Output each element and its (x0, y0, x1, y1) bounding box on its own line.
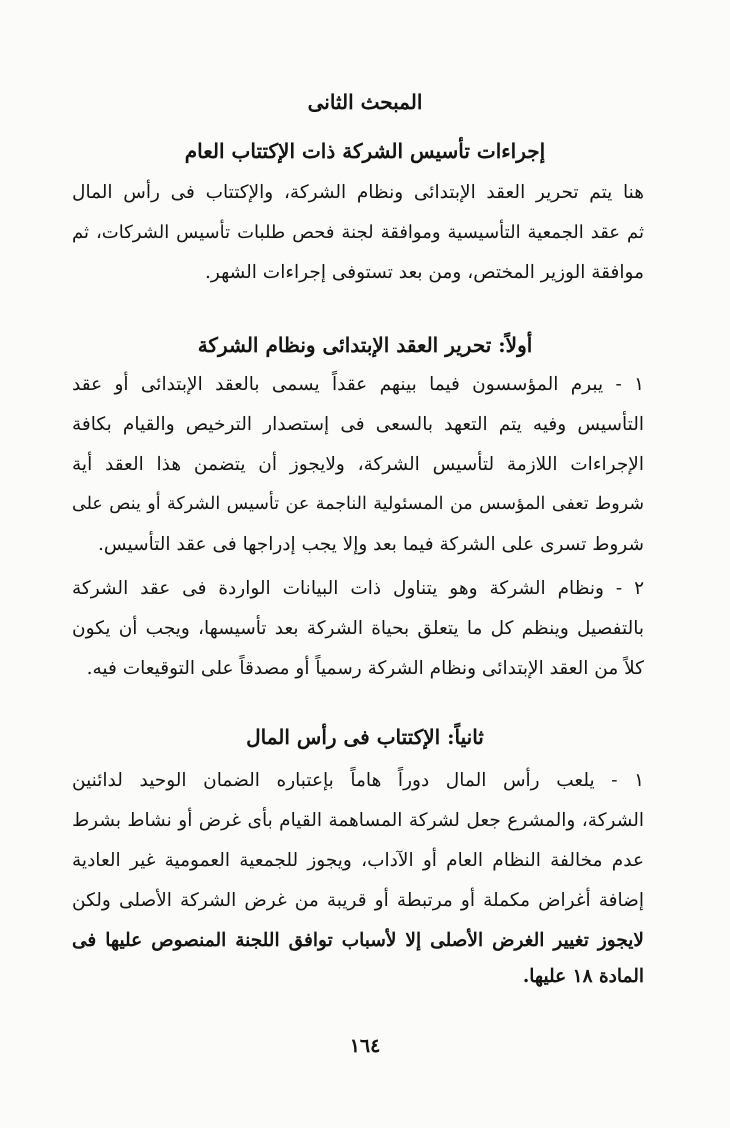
text-line: موافقة الوزير المختص، ومن بعد تستوفى إجراءات الشهر. (205, 262, 644, 283)
text-line: إضافة أغراض مكملة أو مرتبطة أو قريبة من غرض الشركة الأصلى ولكن (72, 890, 644, 911)
text-line: لايجوز تغيير الغرض الأصلى إلا لأسباب توافق اللجنة المنصوص عليها فى (72, 930, 644, 951)
text-line: ثم عقد الجمعية التأسيسية وموافقة لجنة فحص طلبات تأسيس الشركات، ثم (72, 222, 644, 243)
section-subtitle: إجراءات تأسيس الشركة ذات الإكتتاب العام (184, 139, 546, 163)
text-line: شروط تعفى المؤسس من المسئولية الناجمة عن تأسيس الشركة أو ينص على (72, 494, 644, 514)
text-line: المادة ١٨ عليها. (522, 966, 644, 987)
text-line: بالتفصيل وينظم كل ما يتعلق بحياة الشركة بعد تأسيسها، ويجب أن يكون (72, 618, 644, 639)
text-line: كلاً من العقد الإبتدائى ونظام الشركة رسمياً أو مصدقاً على التوقيعات فيه. (86, 658, 644, 679)
part-one-heading: أولاً: تحرير العقد الإبتدائى ونظام الشركة (197, 333, 533, 357)
text-line: التأسيس وفيه يتم التعهد بالسعى فى إستصدار الترخيص والقيام بكافة (72, 414, 644, 435)
text-line: ١ - يبرم المؤسسون فيما بينهم عقداً يسمى بالعقد الإبتدائى أو عقد (72, 374, 644, 395)
text-line: الشركة، والمشرع جعل لشركة المساهمة القيام بأى غرض أو نشاط بشرط (72, 810, 644, 831)
text-line: الإجراءات اللازمة لتأسيس الشركة، ولايجوز أن يتضمن هذا العقد أية (72, 454, 644, 475)
text-line: شروط تسرى على الشركة فيما بعد وإلا يجب إدراجها فى عقد التأسيس. (98, 534, 644, 555)
page-number: ١٦٤ (349, 1035, 381, 1057)
text-line: ٢ - ونظام الشركة وهو يتناول ذات البيانات الواردة فى عقد الشركة (72, 578, 644, 599)
text-line: ١ - يلعب رأس المال دوراً هاماً بإعتباره الضمان الوحيد لدائنين (72, 770, 644, 791)
text-line: عدم مخالفة النظام العام أو الآداب، ويجوز للجمعية العمومية غير العادية (72, 850, 644, 871)
text-line: هنا يتم تحرير العقد الإبتدائى ونظام الشركة، والإكتتاب فى رأس المال (72, 182, 644, 203)
section-title: المبحث الثانى (307, 90, 423, 114)
part-two-heading: ثانياً: الإكتتاب فى رأس المال (246, 725, 484, 749)
